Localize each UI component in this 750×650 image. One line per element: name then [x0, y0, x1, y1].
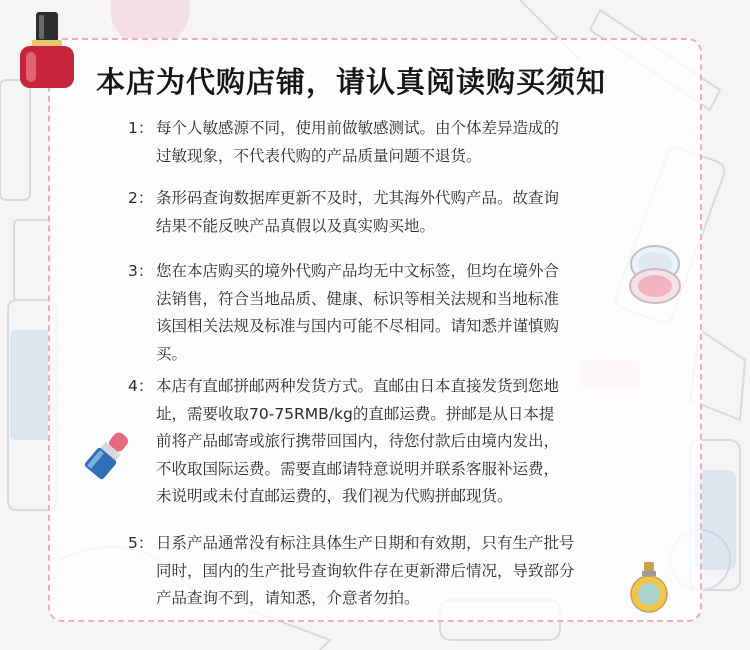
notice-line: 址，需要收取70-75RMB/kg的直邮运费。拼邮是从日本提 — [156, 404, 555, 423]
notice-item-4 — [128, 373, 668, 511]
notice-line: 不收取国际运费。需要直邮请特意说明并联系客服补运费， — [156, 459, 560, 478]
notice-line: 您在本店购买的境外代购产品均无中文标签，但均在境外合 — [156, 262, 560, 280]
notice-line: 条形码查询数据库更新不及时，尤其海外代购产品。故查询 — [156, 189, 560, 207]
compact-mirror-icon — [626, 244, 684, 306]
notice-item-5 — [128, 530, 668, 613]
notice-line: 前将产品邮寄或旅行携带回国内，待您付款后由境内发出， — [156, 432, 560, 450]
notice-line: 结果不能反映产品真假以及真实购买地。 — [156, 216, 436, 235]
notice-number: 3： — [128, 262, 154, 280]
notice-item-2 — [128, 185, 668, 240]
notice-line: 本店有直邮拼邮两种发货方式。直邮由日本直接发货到您地 — [156, 377, 560, 395]
notice-line: 过敏现象，不代表代购的产品质量问题不退货。 — [156, 146, 482, 165]
notice-number: 2： — [128, 189, 154, 207]
notice-number: 1： — [128, 119, 154, 137]
notice-line: 法销售，符合当地品质、健康、标识等相关法规和当地标准 — [156, 289, 560, 308]
notice-number: 4： — [128, 377, 154, 395]
notice-line: 每个人敏感源不同，使用前做敏感测试。由个体差异造成的 — [156, 119, 560, 137]
notice-line: 该国相关法规及标准与国内可能不尽相同。请知悉并谨慎购 — [156, 317, 560, 335]
notice-line: 买。 — [156, 344, 188, 363]
notice-line: 日系产品通常没有标注具体生产日期和有效期，只有生产批号 — [156, 534, 575, 552]
lipstick-icon — [84, 428, 134, 482]
notice-number: 5： — [128, 534, 154, 552]
nail-polish-icon — [12, 10, 82, 90]
notice-line: 产品查询不到，请知悉，介意者勿拍。 — [156, 589, 420, 607]
notice-item-1 — [128, 115, 668, 170]
page-title: 本店为代购店铺，请认真阅读购买须知 — [96, 65, 607, 99]
notice-item-3 — [128, 258, 668, 368]
notice-line: 同时，国内的生产批号查询软件存在更新滞后情况，导致部分 — [156, 561, 575, 580]
perfume-bottle-icon — [628, 560, 670, 614]
notice-line: 未说明或未付直邮运费的，我们视为代购拼邮现货。 — [156, 487, 513, 505]
